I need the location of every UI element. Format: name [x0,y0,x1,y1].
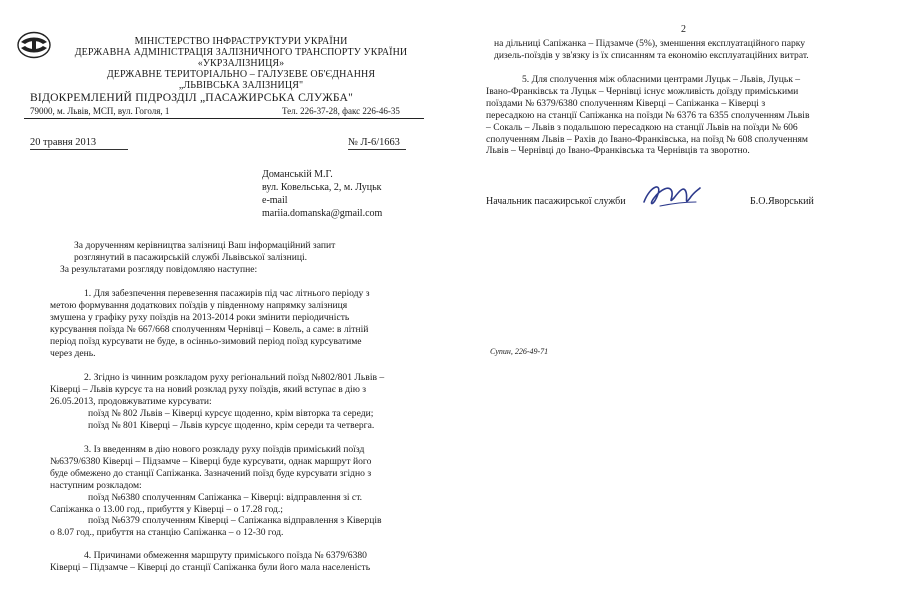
item-line: поїзд №6379 сполученням Ківерці – Сапіжанка відправлення з Ківерців [88,515,382,527]
item-line: буде обмежено до станції Сапіжанка. Зазначений поїзд буде курсувати згідно з [50,467,372,479]
item-line: пересадкою на станції Сапіжанка на поїзди № 6376 та 6355 сполученням Львів [486,109,810,121]
intro-line: розглянутий в пасажирській службі Львівської залізниці. [74,251,308,263]
recipient-street: вул. Ковельська, 2, м. Луцьк [262,182,382,193]
item-line: поїздами № 6379/6380 сполученням Ківерці – Сапіжанка – Ківерці з [486,97,766,109]
item-line: поїзд № 801 Ківерці – Львів курсує щоденно, крім середи та четверга. [88,419,375,431]
header-unit: ВІДОКРЕМЛЕНИЙ ПІДРОЗДІЛ „ПАСАЖИРСЬКА СЛУЖБА" [30,91,354,104]
header-address: 79000, м. Львів, МСП, вул. Гоголя, 1 [30,106,170,116]
date-underline [30,149,128,150]
item-5-paragraph [486,74,809,157]
header-ministry: МІНІСТЕРСТВО ІНФРАСТРУКТУРИ УКРАЇНИ [134,36,348,47]
recipient-name: Доманській М.Г. [262,169,333,180]
item-line: наступним розкладом: [50,479,142,491]
item-3-paragraph [50,444,382,539]
item-line: метою формування додаткових поїздів у південному напрямку залізниця [50,299,348,311]
item-line: на дільниці Сапіжанка – Підзамче (5%), зменшення експлуатаційного парку [494,38,806,49]
intro-line: За дорученням керівництва залізниці Ваш інформаційний запит [74,240,336,251]
item-line: змушена у графіку руху поїздів на 2013-2014 роки змінити періодичність [50,311,350,323]
item-4-paragraph [50,550,370,574]
item-line: Івано-Франківськ та Луцьк – Чернівці існує можливість доїзду приміськими [486,85,799,97]
item-line: через день. [50,347,96,359]
item-line: Сапіжанка о 13.00 год., прибуття у Ківерці – о 17.28 год.; [50,503,283,515]
letter-date: 20 травня 2013 [30,137,97,148]
item-line: 3. Із введенням в дію нового розкладу руху поїздів приміський поїзд [84,444,365,455]
continuation-paragraph [494,38,809,62]
item-line: Львів – Чернівці до Івано-Франківська та Чернівців та зворотно. [486,145,750,157]
item-line: дизель-поїздів у зв'язку із їх списанням та економію експлуатаційних витрат. [494,49,809,61]
header-administration: ДЕРЖАВНА АДМІНІСТРАЦІЯ ЗАЛІЗНИЧНОГО ТРАНСПОРТУ УКРАЇНИ [74,47,408,58]
item-1-paragraph [50,288,370,359]
item-line: №6379/6380 Ківерці – Підзамче – Ківерці буде курсувати, однак маршрут його [50,455,372,467]
item-line: 26.05.2013, продовжуватиме курсувати: [50,395,212,407]
item-line: 5. Для сполучення між обласними центрами Луцьк – Львів, Луцьк – [522,74,801,85]
item-line: 2. Згідно із чинним розкладом руху регіональний поїзд №802/801 Львів – [84,372,385,383]
item-line: поїзд № 802 Львів – Ківерці курсує щоденно, крім вівторка та середи; [88,407,374,419]
item-line: 4. Причинами обмеження маршруту приміського поїзда № 6379/6380 [84,550,367,561]
recipient-block [262,168,382,220]
item-line: 1. Для забезпечення перевезення пасажирів під час літнього періоду з [84,288,370,299]
intro-paragraph [30,240,335,276]
recipient-email: mariia.domanska@gmail.com [262,208,383,219]
recipient-email-label: e-mail [262,195,288,206]
signatory-title: Начальник пасажирської служби [486,196,626,207]
page-number: 2 [681,24,686,35]
letter-page-2 [450,0,900,595]
railway-logo-icon [16,30,52,60]
item-2-paragraph [50,372,384,432]
executor-note: Супин, 226-49-71 [490,347,549,356]
item-line: – Сокаль – Львів з подальшою пересадкою на станції Львів на поїзди № 606 [486,121,798,133]
item-line: курсування поїзда № 667/668 сполученням Чернівці – Ковель, а саме: в літній [50,323,369,335]
signature-icon [640,176,704,216]
item-line: Ківерці – Підзамче – Ківерці до станції Сапіжанка були його мала населеність [50,561,371,573]
header-lviv-railway: „ЛЬВІВСЬКА ЗАЛІЗНИЦЯ" [178,80,304,91]
item-line: сполученням Львів – Рахів до Івано-Франківська, на поїзд № 608 сполученням [486,133,809,145]
header-association: ДЕРЖАВНЕ ТЕРИТОРІАЛЬНО – ГАЛУЗЕВЕ ОБ'ЄДНАННЯ [106,69,376,80]
header-phone: Тел. 226-37-28, факс 226-46-35 [282,106,400,116]
item-line: Ківерці – Львів курсує та на новий розклад руху поїздів, який вступає в дію з [50,383,367,395]
signatory-name: Б.О.Яворський [750,196,814,207]
intro-line: За результатами розгляду повідомляю наступне: [60,263,258,275]
header-ukrzaliznytsia: «УКРЗАЛІЗНИЦЯ» [197,58,285,69]
item-line: поїзд №6380 сполученням Сапіжанка – Ківерці: відправлення зі ст. [88,491,363,503]
letter-number: № Л-6/1663 [348,137,400,148]
number-underline [348,149,406,150]
item-line: період поїзд курсувати не буде, в осінньо-зимовий період поїзд курсуватиме [50,335,362,347]
item-line: о 8.07 год., прибуття на станцію Сапіжанка – о 12-30 год. [50,527,284,539]
header-divider [24,118,424,119]
